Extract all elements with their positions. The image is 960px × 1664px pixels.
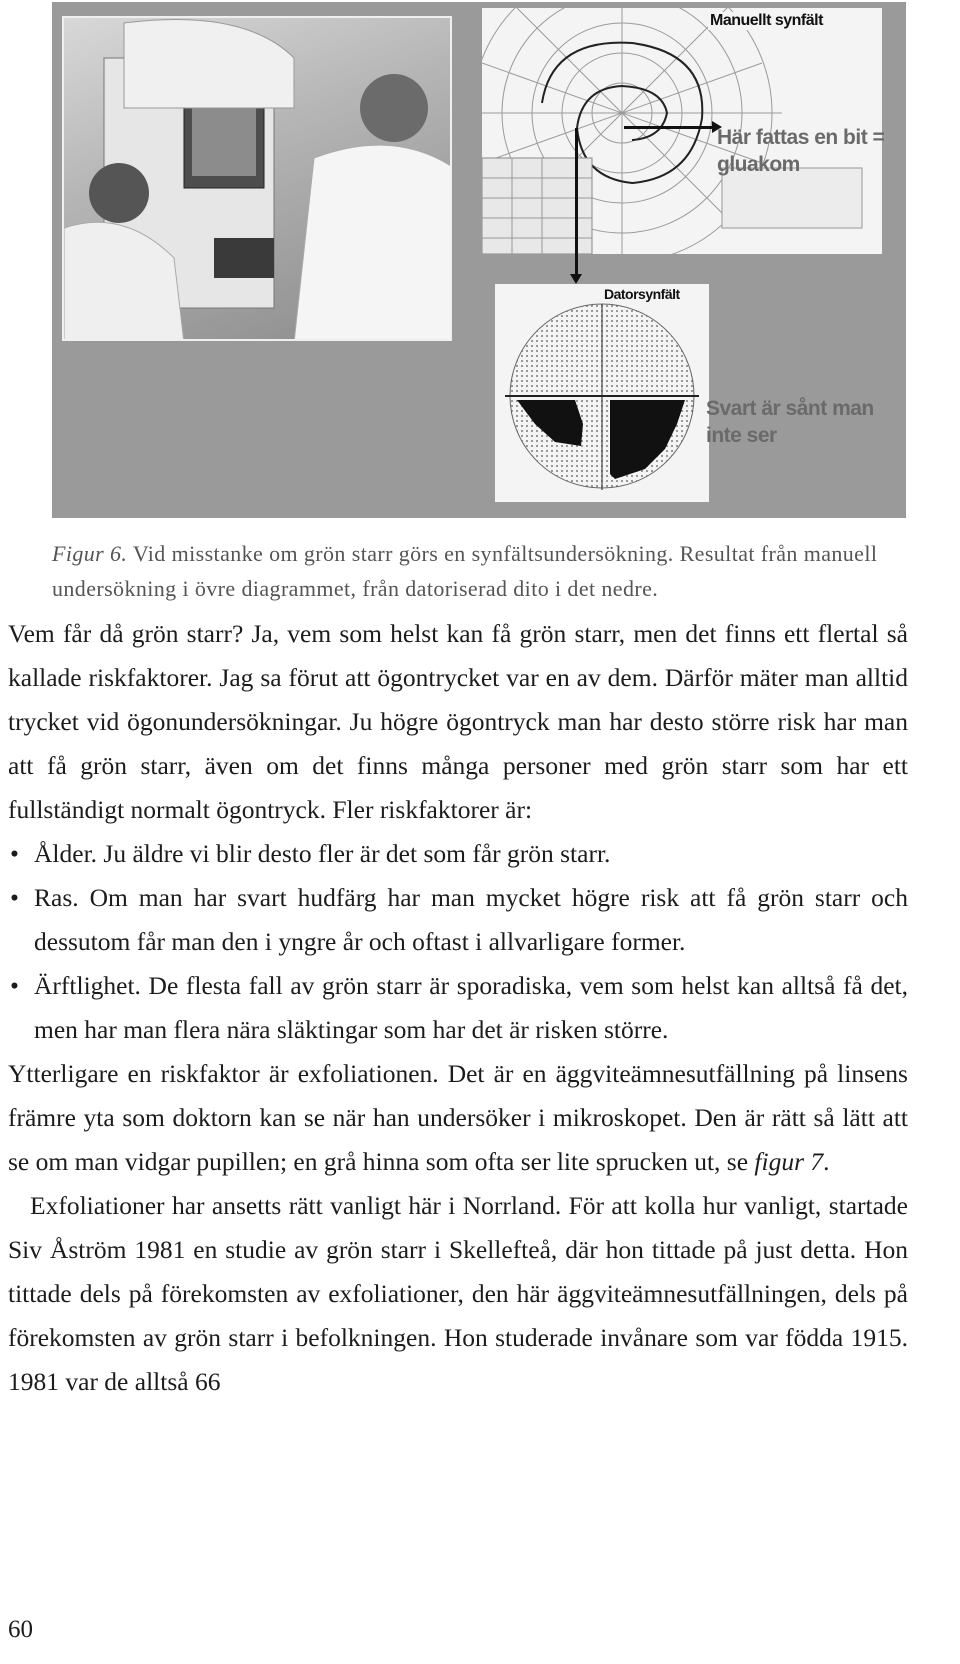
bullet-dot: • — [10, 839, 19, 868]
figure-caption — [52, 536, 912, 606]
glaucoma-label: Här fattas en bit = gluakom — [717, 126, 885, 176]
caption-text: Vid misstanke om grön starr görs en synfältsundersökning. Resultat från manuell undersökning i övre diagrammet, från datoriserad dito i det nedre. — [52, 541, 878, 601]
bullet-dot: • — [10, 883, 19, 912]
caption-figure-ref: Figur 6. — [52, 541, 128, 566]
bullet-text: Ärftlighet. De flesta fall av grön starr är sporadiska, vem som helst kan alltså få det, men har man flera nära släktingar som har det är risken större. — [34, 971, 908, 1044]
figure-7-ref: figur 7 — [754, 1147, 824, 1176]
bullet-item — [8, 832, 908, 876]
dot-grid-chart — [495, 284, 709, 502]
arrow-head-down — [570, 274, 582, 284]
paragraph-2 — [8, 1052, 908, 1184]
bullet-text: Ras. Om man har svart hudfärg har man mycket högre risk att få grön starr och dessutom får man den i yngre år och oftast i allvarligare former. — [34, 883, 908, 956]
figure-6 — [52, 2, 906, 518]
photo-illustration — [64, 18, 452, 341]
page-number: 60 — [8, 1616, 33, 1643]
arrow-to-glaucoma — [624, 126, 716, 129]
automated-field-label: Datorsynfält — [604, 286, 680, 302]
paragraph-2-end: . — [823, 1147, 830, 1176]
arrow-head-right — [712, 121, 722, 133]
bullet-text: Ålder. Ju äldre vi blir desto fler är det som får grön starr. — [34, 839, 611, 868]
paragraph-2-text: Ytterligare en riskfaktor är exfoliationen. Det är en äggviteämnesutfällning på linsens främre yta som doktorn kan se när han undersöker i mikroskopet. Den är rätt så lätt att se om man vidgar pupillen; en grå hinna som ofta ser lite sprucken ut, se — [8, 1059, 908, 1176]
arrow-down — [575, 128, 578, 278]
paragraph-1: Vem får då grön starr? Ja, vem som helst kan få grön starr, men det finns ett flertal så kallade riskfaktorer. Jag sa förut att ögontrycket var en av dem. Därför mäter man alltid trycket vid ögonundersökningar. Ju högre ögontryck man har desto större risk har man att få grön starr, även om det finns många personer med grön starr som har ett fullständigt normalt ögontryck. Fler riskfaktorer är: — [8, 619, 908, 824]
bullet-item — [8, 964, 908, 1052]
paragraph-3: Exfoliationer har ansetts rätt vanligt här i Norrland. För att kolla hur vanligt, startade Siv Åström 1981 en studie av grön starr i Skellefteå, där hon tittade på just detta. Hon tittade dels på förekomsten av exfoliationer, den här äggviteämnesutfällningen, dels på förekomsten av grön starr i befolkningen. Hon studerade invånare som var födda 1915. 1981 var de alltså 66 — [8, 1191, 908, 1396]
bullet-dot: • — [10, 971, 19, 1000]
photo-eye-exam — [62, 16, 452, 341]
body-text — [8, 612, 908, 1404]
automated-visual-field-chart — [495, 284, 709, 502]
manual-field-label: Manuellt synfält — [710, 12, 823, 29]
bullet-item — [8, 876, 908, 964]
black-area-label: Svart är sånt man inte ser — [706, 397, 874, 447]
